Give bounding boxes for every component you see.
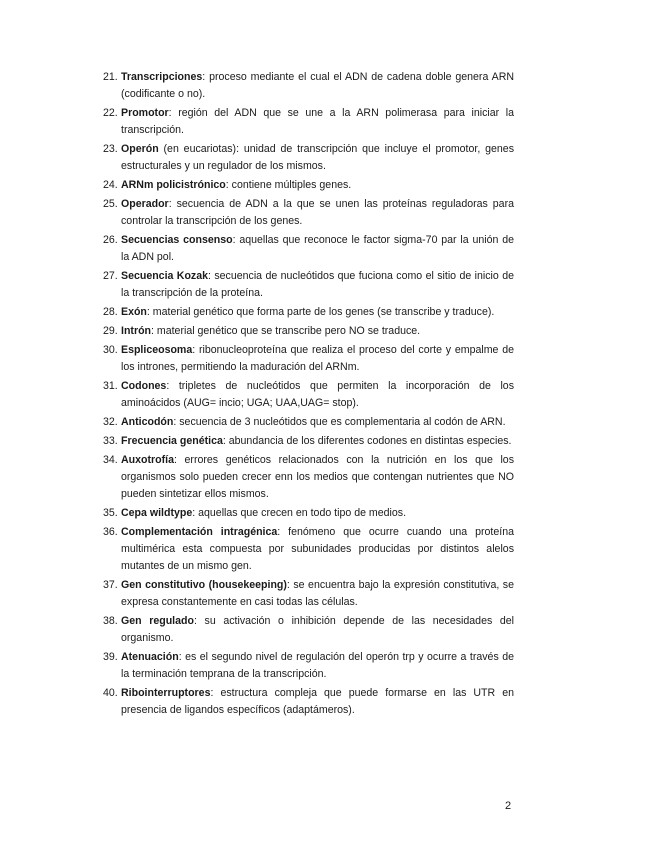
entry-number: 37.	[103, 579, 118, 591]
entry-definition: : abundancia de los diferentes codones en distintas especies.	[222, 435, 512, 447]
entry-term: Atenuación	[121, 651, 179, 663]
entry-definition: : su activación o inhibición depende de las necesidades del organismo.	[121, 615, 515, 644]
entry-number: 26.	[103, 234, 118, 246]
entry-number: 28.	[103, 306, 118, 318]
entry-definition: : errores genéticos relacionados con la nutrición en los que los organismos solo pueden crecer enn los medios que contengan nutrientes que NO pueden sintetizar ellos mismos.	[121, 454, 514, 500]
glossary-entry	[103, 378, 514, 412]
glossary-entry	[103, 685, 514, 719]
entry-term: Codones	[121, 380, 167, 392]
entry-number: 40.	[103, 687, 118, 699]
glossary-entry	[103, 342, 514, 376]
glossary-entry	[103, 433, 514, 450]
entry-definition: : material genético que forma parte de los genes (se transcribe y traduce).	[146, 306, 495, 318]
entry-number: 38.	[103, 615, 118, 627]
glossary-entry	[103, 505, 514, 522]
entry-definition: : secuencia de nucleótidos que fuciona como el sitio de inicio de la transcripción de la proteína.	[121, 270, 514, 299]
entry-number: 31.	[103, 380, 118, 392]
glossary-list	[103, 69, 514, 721]
entry-number: 36.	[103, 526, 118, 538]
entry-definition: : ribonucleoproteína que realiza el proceso del corte y empalme de los intrones, permitiendo la maduración del ARNm.	[121, 344, 514, 373]
entry-definition: : proceso mediante el cual el ADN de cadena doble genera ARN (codificante o no).	[121, 71, 514, 100]
entry-definition: : contiene múltiples genes.	[225, 179, 352, 191]
glossary-entry	[103, 524, 514, 575]
entry-number: 23.	[103, 143, 118, 155]
entry-term: Exón	[121, 306, 147, 318]
entry-number: 21.	[103, 71, 118, 83]
entry-term: Intrón	[121, 325, 152, 337]
entry-definition: (en eucariotas): unidad de transcripción que incluye el promotor, genes estructurales y un regulador de los mismos.	[121, 143, 514, 172]
glossary-entry	[103, 141, 514, 175]
entry-number: 29.	[103, 325, 118, 337]
glossary-entry	[103, 304, 514, 321]
glossary-entry	[103, 268, 514, 302]
entry-definition: : material genético que se transcribe pero NO se traduce.	[151, 325, 421, 337]
glossary-entry	[103, 232, 514, 266]
entry-definition: : estructura compleja que puede formarse en las UTR en presencia de ligandos específicos (adaptámeros).	[121, 687, 514, 716]
entry-definition: : se encuentra bajo la expresión constitutiva, se expresa constantemente en casi todas las células.	[121, 579, 514, 608]
entry-term: Operador	[121, 198, 169, 210]
entry-number: 30.	[103, 344, 118, 356]
entry-term: Promotor	[121, 107, 169, 119]
entry-term: Cepa wildtype	[121, 507, 193, 519]
entry-definition: : fenómeno que ocurre cuando una proteína multimérica esta compuesta por subunidades producidas por distintos alelos mutantes de un mismo gen.	[121, 526, 514, 572]
entry-term: Ribointerruptores	[121, 687, 211, 699]
entry-number: 35.	[103, 507, 118, 519]
entry-definition: : secuencia de 3 nucleótidos que es complementaria al codón de ARN.	[173, 416, 506, 428]
entry-term: Auxotrofía	[121, 454, 174, 466]
entry-term: Anticodón	[121, 416, 174, 428]
glossary-entry	[103, 649, 514, 683]
glossary-entry	[103, 177, 514, 194]
glossary-entry	[103, 613, 514, 647]
entry-term: Gen constitutivo (housekeeping)	[121, 579, 287, 591]
entry-term: Gen regulado	[121, 615, 194, 627]
glossary-entry	[103, 414, 514, 431]
entry-number: 27.	[103, 270, 118, 282]
entry-term: Secuencias consenso	[121, 234, 233, 246]
entry-definition: : aquellas que reconoce le factor sigma-70 par la unión de la ADN pol.	[121, 234, 514, 263]
entry-number: 39.	[103, 651, 118, 663]
entry-term: Complementación intragénica	[121, 526, 278, 538]
entry-number: 34.	[103, 454, 118, 466]
entry-term: Frecuencia genética	[121, 435, 223, 447]
entry-definition: : región del ADN que se une a la ARN polimerasa para iniciar la transcripción.	[121, 107, 514, 136]
entry-number: 32.	[103, 416, 118, 428]
entry-definition: : secuencia de ADN a la que se unen las proteínas reguladoras para controlar la transcripción de los genes.	[121, 198, 514, 227]
entry-number: 24.	[103, 179, 118, 191]
entry-definition: : aquellas que crecen en todo tipo de medios.	[192, 507, 407, 519]
entry-number: 33.	[103, 435, 118, 447]
entry-number: 25.	[103, 198, 118, 210]
glossary-entry	[103, 69, 514, 103]
entry-definition: : es el segundo nivel de regulación del operón trp y ocurre a través de la terminación temprana de la transcripción.	[121, 651, 514, 680]
entry-number: 22.	[103, 107, 118, 119]
glossary-entry	[103, 577, 514, 611]
entry-term: Operón	[121, 143, 159, 155]
entry-term: Secuencia Kozak	[121, 270, 209, 282]
glossary-entry	[103, 452, 514, 503]
entry-definition: : tripletes de nucleótidos que permiten la incorporación de los aminoácidos (AUG= incio; UGA; UAA,UAG= stop).	[121, 380, 514, 409]
glossary-entry	[103, 323, 514, 340]
page-number: 2	[505, 800, 512, 812]
glossary-entry	[103, 196, 514, 230]
entry-term: Transcripciones	[121, 71, 203, 83]
entry-term: Espliceosoma	[121, 344, 193, 356]
entry-term: ARNm policistrónico	[121, 179, 226, 191]
glossary-entry	[103, 105, 514, 139]
